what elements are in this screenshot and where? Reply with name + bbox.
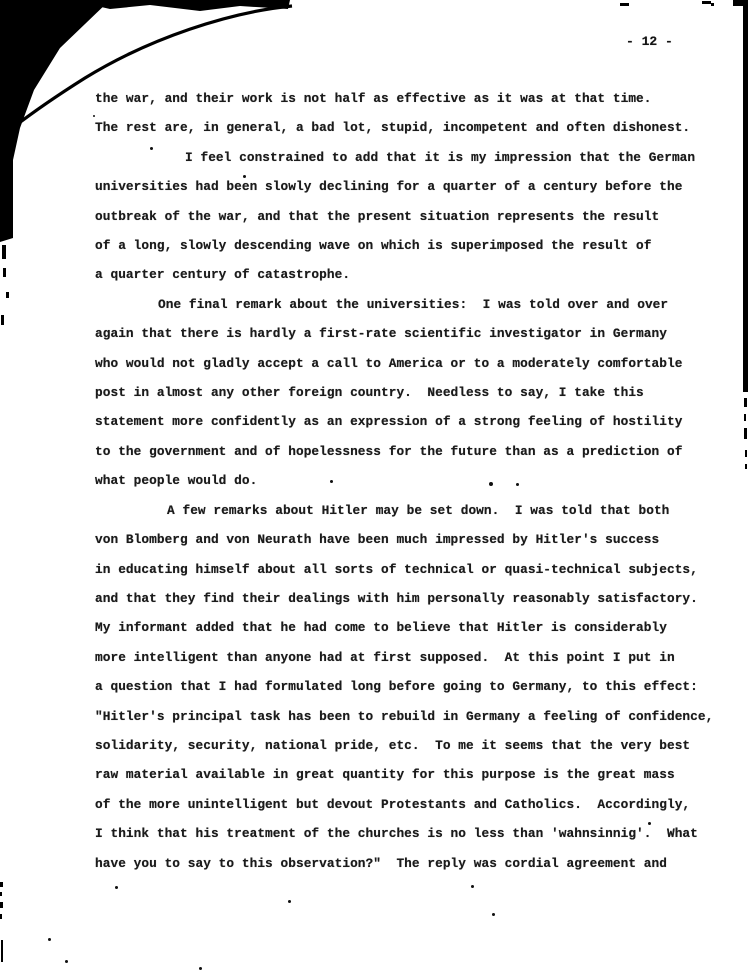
scan-speck bbox=[199, 967, 202, 970]
text-line: A few remarks about Hitler may be set down. I was told that both bbox=[167, 502, 670, 518]
scan-artifact-mark bbox=[0, 902, 3, 908]
scan-speck bbox=[471, 885, 474, 888]
scan-artifact-mark bbox=[0, 914, 2, 919]
text-line: "Hitler's principal task has been to rebuild in Germany a feeling of confidence, bbox=[95, 708, 714, 724]
text-line: outbreak of the war, and that the present situation represents the result bbox=[95, 208, 660, 224]
scan-artifact-mark bbox=[711, 3, 714, 6]
text-line: a quarter century of catastrophe. bbox=[95, 267, 351, 283]
document-lines bbox=[95, 84, 735, 878]
scan-speck bbox=[48, 938, 51, 941]
text-line: post in almost any other foreign country. Needless to say, I take this bbox=[95, 385, 644, 401]
text-line: solidarity, security, national pride, etc. To me it seems that the very best bbox=[95, 737, 691, 753]
scan-speck bbox=[65, 960, 68, 963]
text-line: in educating himself about all sorts of technical or quasi-technical subjects, bbox=[95, 561, 698, 577]
scan-artifact-dash bbox=[744, 414, 746, 421]
text-line: I think that his treatment of the churches is no less than 'wahnsinnig'. What bbox=[95, 826, 698, 842]
scan-speck bbox=[288, 900, 291, 903]
scan-artifact-dash bbox=[745, 464, 747, 469]
scan-speck bbox=[115, 886, 118, 889]
scan-artifact-dash bbox=[744, 428, 747, 439]
scan-speck bbox=[492, 913, 495, 916]
text-line: more intelligent than anyone had at first supposed. At this point I put in bbox=[95, 649, 675, 665]
text-line: again that there is hardly a first-rate scientific investigator in Germany bbox=[95, 326, 667, 342]
text-line: of a long, slowly descending wave on which is superimposed the result of bbox=[95, 238, 652, 254]
text-line: raw material available in great quantity for this purpose is the great mass bbox=[95, 767, 675, 783]
scan-artifact-right-edge-line bbox=[743, 0, 748, 392]
scan-artifact-dash bbox=[744, 398, 747, 407]
text-line: to the government and of hopelessness for the future than as a prediction of bbox=[95, 443, 683, 459]
scan-artifact-mark bbox=[0, 892, 2, 896]
text-line: statement more confidently as an expression of a strong feeling of hostility bbox=[95, 414, 683, 430]
text-line: have you to say to this observation?" The reply was cordial agreement and bbox=[95, 855, 667, 871]
text-line: of the more unintelligent but devout Protestants and Catholics. Accordingly, bbox=[95, 796, 691, 812]
text-line: a question that I had formulated long before going to Germany, to this effect: bbox=[95, 679, 698, 695]
text-line: and that they find their dealings with him personally reasonably satisfactory. bbox=[95, 590, 698, 606]
scan-artifact-mark bbox=[702, 1, 711, 4]
text-line: von Blomberg and von Neurath have been much impressed by Hitler's success bbox=[95, 532, 660, 548]
text-line: who would not gladly accept a call to America or to a moderately comfortable bbox=[95, 355, 683, 371]
scan-artifact-mark bbox=[620, 3, 629, 6]
scan-artifact-mark bbox=[1, 940, 3, 962]
text-line: The rest are, in general, a bad lot, stupid, incompetent and often dishonest. bbox=[95, 120, 691, 136]
scan-artifact-dash bbox=[745, 450, 747, 457]
text-line: universities had been slowly declining for a quarter of a century before the bbox=[95, 179, 683, 195]
page-number: - 12 - bbox=[626, 34, 673, 49]
scan-artifact-mark bbox=[0, 882, 3, 887]
text-line: My informant added that he had come to believe that Hitler is considerably bbox=[95, 620, 667, 636]
text-line: I feel constrained to add that it is my impression that the German bbox=[185, 149, 696, 165]
text-line: the war, and their work is not half as effective as it was at that time. bbox=[95, 91, 652, 106]
text-line: One final remark about the universities: I was told over and over bbox=[158, 296, 669, 312]
text-line: what people would do. bbox=[95, 473, 258, 489]
